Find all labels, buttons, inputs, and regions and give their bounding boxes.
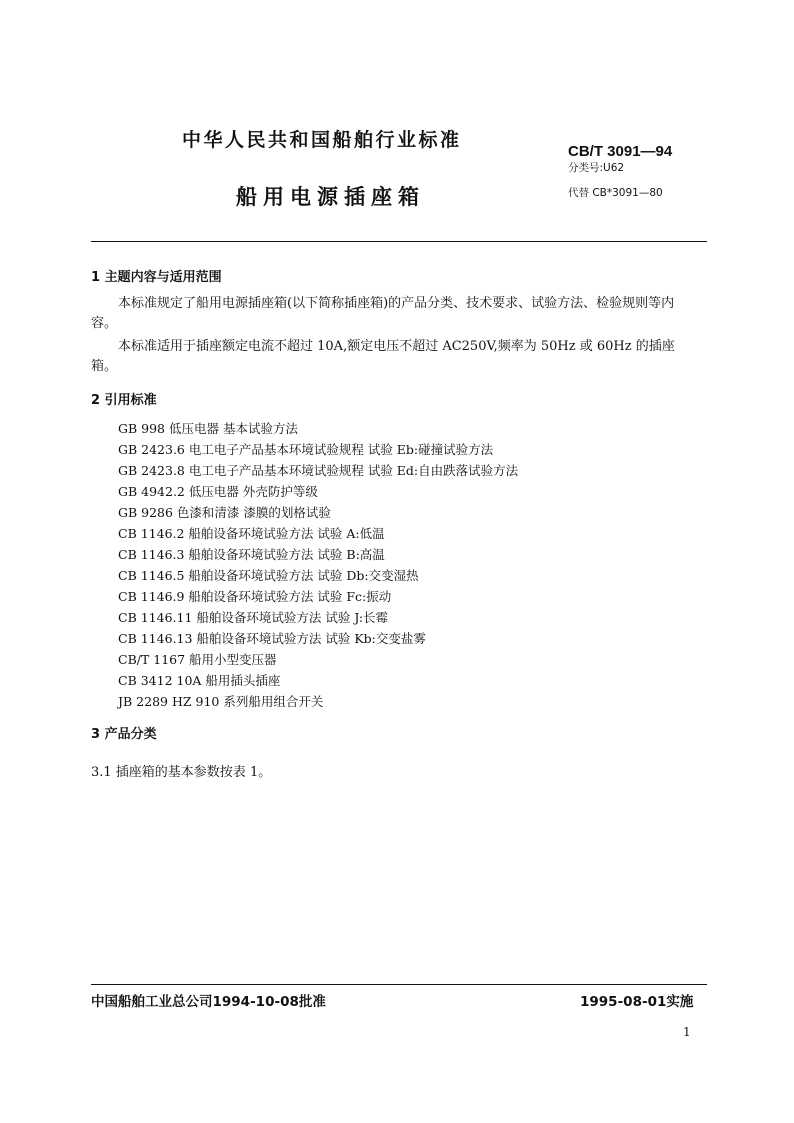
reference-item: CB 3412 10A 船用插头插座: [118, 673, 281, 688]
section-3-1-text: 3.1 插座箱的基本参数按表 1。: [91, 765, 272, 780]
section-1-paragraph-2-line-2: 箱。: [91, 359, 118, 374]
section-1-heading: 1 主题内容与适用范围: [91, 270, 222, 285]
page-number: 1: [683, 1025, 691, 1039]
classification-number: 分类号:U62: [568, 162, 625, 174]
standard-title: 船用电源插座箱: [236, 185, 425, 209]
reference-item: GB 9286 色漆和清漆 漆膜的划格试验: [118, 505, 331, 520]
section-1-paragraph-1-line-1: 本标准规定了船用电源插座箱(以下简称插座箱)的产品分类、技术要求、试验方法、检验规则等内: [118, 296, 675, 311]
reference-item: GB 4942.2 低压电器 外壳防护等级: [118, 484, 318, 499]
reference-item: CB 1146.3 船舶设备环境试验方法 试验 B:高温: [118, 547, 385, 562]
section-3-heading: 3 产品分类: [91, 727, 157, 742]
reference-item: GB 998 低压电器 基本试验方法: [118, 421, 298, 436]
reference-item: CB 1146.2 船舶设备环境试验方法 试验 A:低温: [118, 526, 385, 541]
reference-item: JB 2289 HZ 910 系列船用组合开关: [118, 694, 324, 709]
reference-item: CB 1146.11 船舶设备环境试验方法 试验 J:长霉: [118, 610, 389, 625]
section-2-heading: 2 引用标准: [91, 393, 157, 408]
reference-item: GB 2423.6 电工电子产品基本环境试验规程 试验 Eb:碰撞试验方法: [118, 442, 494, 457]
section-1-paragraph-2-line-1: 本标准适用于插座额定电流不超过 10A,额定电压不超过 AC250V,频率为 50Hz 或 60Hz 的插座: [118, 339, 675, 354]
reference-item: CB/T 1167 船用小型变压器: [118, 652, 277, 667]
approval-date: 中国船舶工业总公司1994-10-08批准: [91, 994, 326, 1010]
replaces-note: 代替 CB*3091—80: [568, 187, 663, 199]
reference-item: GB 2423.8 电工电子产品基本环境试验规程 试验 Ed:自由跌落试验方法: [118, 463, 519, 478]
implementation-date: 1995-08-01实施: [580, 994, 694, 1010]
reference-item: CB 1146.9 船舶设备环境试验方法 试验 Fc:振动: [118, 589, 392, 604]
footer-divider: [91, 984, 707, 985]
header-divider: [91, 241, 707, 242]
industry-title: 中华人民共和国船舶行业标准: [182, 129, 462, 151]
standard-code: CB/T 3091—94: [568, 143, 673, 160]
section-1-paragraph-1-line-2: 容。: [91, 316, 118, 331]
reference-item: CB 1146.13 船舶设备环境试验方法 试验 Kb:交变盐雾: [118, 631, 426, 646]
reference-item: CB 1146.5 船舶设备环境试验方法 试验 Db:交变湿热: [118, 568, 419, 583]
